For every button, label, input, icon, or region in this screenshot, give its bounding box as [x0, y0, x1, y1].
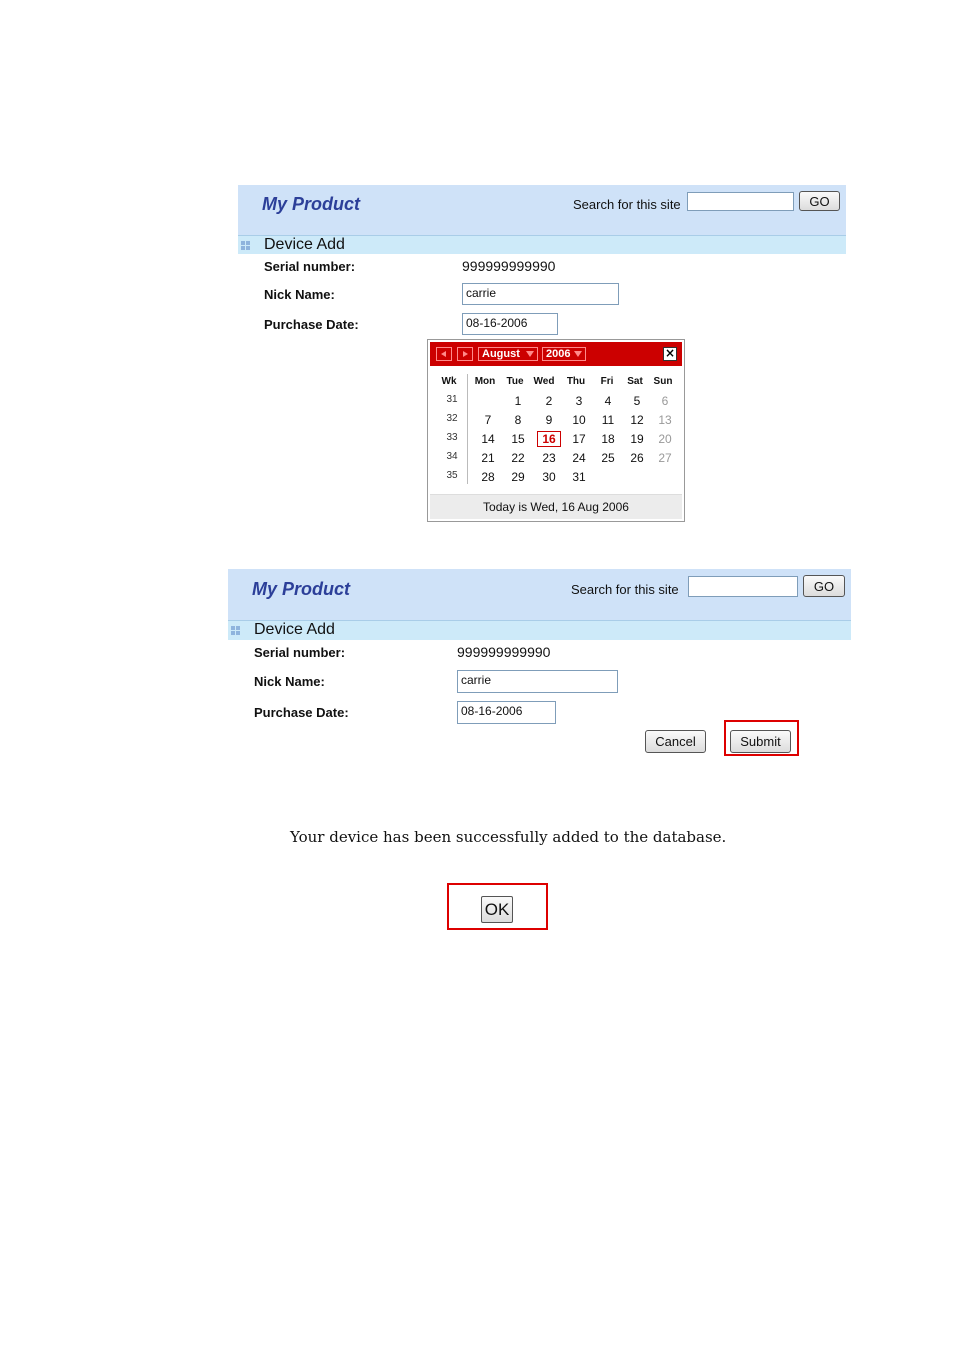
calendar-day[interactable]: 8 — [514, 413, 522, 427]
weekday-header-wed: Wed — [533, 376, 555, 387]
section-header — [238, 235, 846, 254]
grid-icon — [241, 241, 250, 250]
calendar-day[interactable]: 19 — [630, 432, 644, 446]
year-select[interactable] — [542, 347, 586, 361]
calendar-day[interactable]: 30 — [542, 470, 556, 484]
next-month-icon[interactable] — [457, 347, 473, 361]
calendar-day[interactable]: 18 — [601, 432, 615, 446]
calendar-day-today[interactable]: 16 — [537, 431, 561, 447]
calendar-day[interactable]: 13 — [658, 413, 672, 427]
weekday-header-tue: Tue — [506, 376, 524, 387]
month-select-value: August — [482, 348, 520, 360]
month-select[interactable] — [478, 347, 538, 361]
week-number: 34 — [446, 451, 458, 462]
search-input[interactable] — [688, 576, 798, 597]
search-label: Search for this site — [571, 582, 679, 597]
search-input[interactable] — [687, 192, 794, 211]
nick-name-label: Nick Name: — [264, 287, 335, 302]
nick-name-input[interactable]: carrie — [457, 670, 618, 693]
nick-name-label: Nick Name: — [254, 674, 325, 689]
calendar-day[interactable]: 17 — [572, 432, 586, 446]
site-header — [228, 569, 851, 620]
grid-icon — [231, 626, 240, 635]
site-header — [238, 185, 846, 235]
ok-button[interactable]: OK — [481, 896, 513, 923]
calendar-day[interactable]: 1 — [514, 394, 522, 408]
close-icon[interactable]: × — [664, 346, 676, 360]
calendar-day[interactable]: 26 — [630, 451, 644, 465]
success-message: Your device has been successfully added to the database. — [290, 828, 727, 846]
section-header — [228, 620, 851, 640]
calendar-day[interactable]: 10 — [572, 413, 586, 427]
search-label: Search for this site — [573, 197, 681, 212]
section-title: Device Add — [264, 236, 345, 253]
submit-button[interactable]: Submit — [730, 730, 791, 753]
week-number: 32 — [446, 413, 458, 424]
week-divider — [467, 374, 468, 484]
calendar-day[interactable]: 25 — [601, 451, 615, 465]
calendar-day[interactable]: 5 — [633, 394, 641, 408]
calendar-day[interactable]: 6 — [661, 394, 669, 408]
weekday-header-fri: Fri — [600, 376, 614, 387]
go-button[interactable]: GO — [803, 575, 845, 597]
date-picker-popup — [427, 339, 685, 522]
purchase-date-label: Purchase Date: — [254, 705, 349, 720]
prev-month-icon[interactable] — [436, 347, 452, 361]
calendar-day[interactable]: 27 — [658, 451, 672, 465]
calendar-day[interactable]: 21 — [481, 451, 495, 465]
calendar-day[interactable]: 12 — [630, 413, 644, 427]
calendar-day[interactable]: 11 — [601, 413, 615, 427]
purchase-date-input[interactable]: 08-16-2006 — [462, 313, 558, 335]
calendar-day[interactable]: 24 — [572, 451, 586, 465]
calendar-day[interactable]: 22 — [511, 451, 525, 465]
calendar-day[interactable]: 3 — [575, 394, 583, 408]
calendar-footer: Today is Wed, 16 Aug 2006 — [430, 494, 682, 519]
serial-number-value: 999999999990 — [457, 644, 551, 660]
cancel-button[interactable]: Cancel — [645, 730, 706, 753]
calendar-day[interactable]: 29 — [511, 470, 525, 484]
weekday-header-mon: Mon — [474, 376, 496, 387]
calendar-day[interactable]: 9 — [545, 413, 553, 427]
serial-number-value: 999999999990 — [462, 258, 556, 274]
weekday-header-thu: Thu — [566, 376, 586, 387]
year-select-value: 2006 — [546, 348, 571, 360]
site-title: My Product — [262, 194, 361, 214]
calendar-day[interactable]: 14 — [481, 432, 495, 446]
week-number: 31 — [446, 394, 458, 405]
chevron-down-icon — [526, 351, 534, 357]
calendar-day[interactable]: 23 — [542, 451, 556, 465]
week-number: 33 — [446, 432, 458, 443]
site-title: My Product — [252, 579, 351, 599]
weekday-header-sat: Sat — [627, 376, 643, 387]
go-button[interactable]: GO — [799, 191, 840, 211]
section-title: Device Add — [254, 621, 335, 638]
calendar-day[interactable]: 7 — [484, 413, 492, 427]
submit-highlight-box — [724, 720, 799, 756]
calendar-day[interactable]: 4 — [604, 394, 612, 408]
nick-name-input[interactable]: carrie — [462, 283, 619, 305]
calendar-day[interactable]: 15 — [511, 432, 525, 446]
chevron-down-icon — [574, 351, 582, 357]
weekday-header-wk: Wk — [441, 376, 457, 387]
calendar-day[interactable]: 31 — [572, 470, 586, 484]
calendar-day[interactable]: 28 — [481, 470, 495, 484]
serial-number-label: Serial number: — [254, 645, 346, 660]
weekday-header-sun: Sun — [653, 376, 673, 387]
purchase-date-input[interactable]: 08-16-2006 — [457, 701, 556, 724]
week-number: 35 — [446, 470, 458, 481]
calendar-day[interactable]: 20 — [658, 432, 672, 446]
purchase-date-label: Purchase Date: — [264, 317, 359, 332]
calendar-day[interactable]: 2 — [545, 394, 553, 408]
calendar-header — [430, 342, 682, 366]
serial-number-label: Serial number: — [264, 259, 356, 274]
